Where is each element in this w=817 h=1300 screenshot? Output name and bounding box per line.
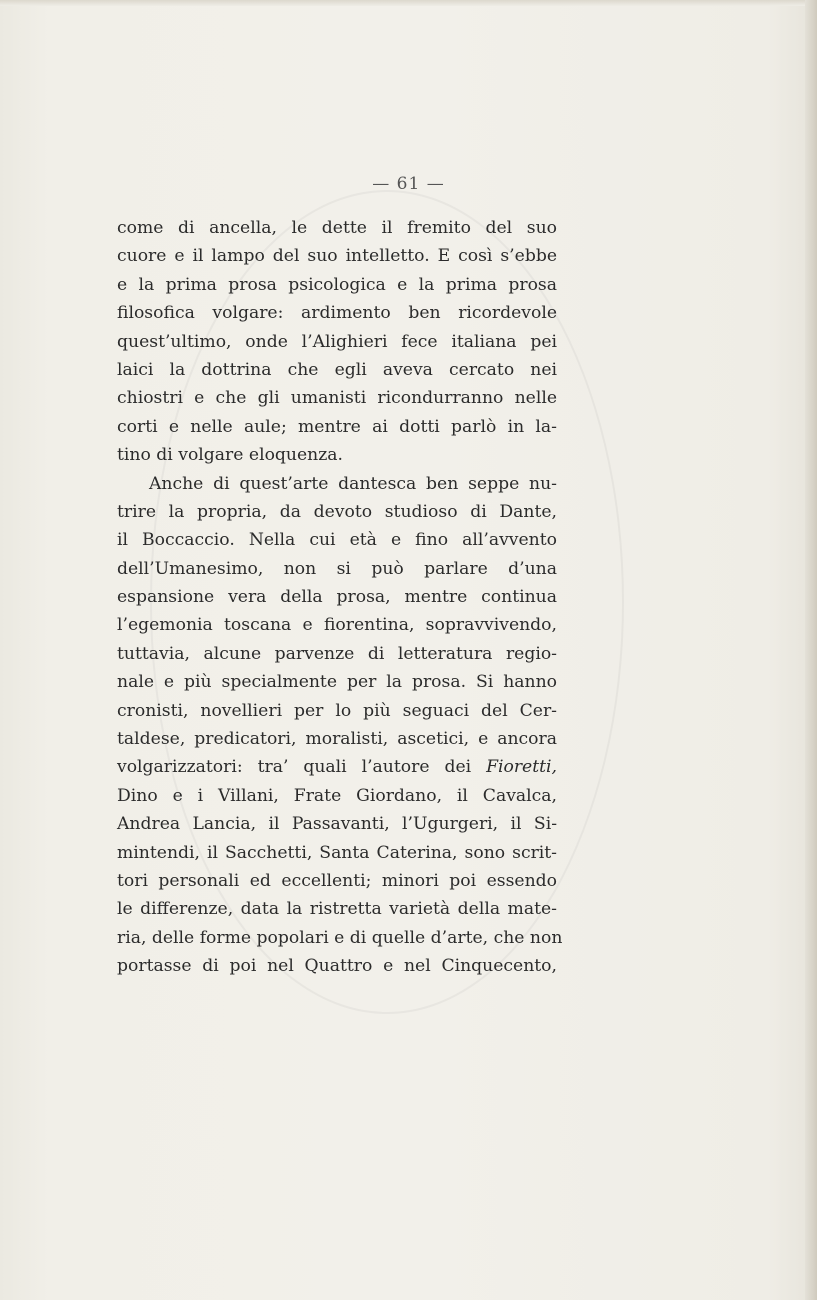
text-segment: volgarizzatori: tra’ quali l’autore dei <box>117 757 472 778</box>
page-top-edge <box>0 0 817 6</box>
italic-title-fioretti: Fioretti, <box>486 757 557 778</box>
text-line: l’egemonia toscana e fiorentina, sopravvivendo, <box>117 615 557 636</box>
text-line: Andrea Lancia, il Passavanti, l’Ugurgeri, il Si- <box>117 814 557 835</box>
text-line: cuore e il lampo del suo intelletto. E così s’ebbe <box>117 246 557 267</box>
text-line: cronisti, novellieri per lo più seguaci del Cer- <box>117 700 557 721</box>
text-line: nale e più specialmente per la prosa. Si hanno <box>117 672 557 693</box>
text-line: taldese, predicatori, moralisti, ascetici, e ancora <box>117 729 557 750</box>
text-line-with-italic <box>117 753 557 781</box>
text-line: mintendi, il Sacchetti, Santa Caterina, sono scrit- <box>117 842 557 863</box>
text-line: tori personali ed eccellenti; minori poi essendo <box>117 870 557 891</box>
text-line: laici la dottrina che egli aveva cercato nei <box>117 359 557 380</box>
text-line: espansione vera della prosa, mentre continua <box>117 587 557 608</box>
page-number: — 61 — <box>372 174 445 194</box>
text-line: ria, delle forme popolari e di quelle d’arte, che non <box>117 927 563 948</box>
text-line: filosofica volgare: ardimento ben ricordevole <box>117 303 557 324</box>
text-line: le differenze, data la ristretta varietà della mate- <box>117 899 557 920</box>
text-line: trire la propria, da devoto studioso di Dante, <box>117 501 557 522</box>
text-line: e la prima prosa psicologica e la prima prosa <box>117 274 557 295</box>
paragraph-start-line: Anche di quest’arte dantesca ben seppe nu- <box>149 473 557 494</box>
text-line: tuttavia, alcune parvenze di letteratura regio- <box>117 643 557 664</box>
text-line: corti e nelle aule; mentre ai dotti parlò in la- <box>117 416 557 437</box>
paragraph-end-line: tino di volgare eloquenza. <box>117 445 343 466</box>
text-line: come di ancella, le dette il fremito del suo <box>117 218 557 238</box>
text-line: chiostri e che gli umanisti ricondurranno nelle <box>117 388 557 409</box>
text-line: dell’Umanesimo, non si può parlare d’una <box>117 558 557 579</box>
text-line: Dino e i Villani, Frate Giordano, il Cavalca, <box>117 785 557 806</box>
page-right-edge <box>805 0 817 1300</box>
text-line: il Boccaccio. Nella cui età e fino all’avvento <box>117 530 557 551</box>
text-line: quest’ultimo, onde l’Alighieri fece italiana pei <box>117 331 557 352</box>
body-text <box>117 214 563 981</box>
text-line: portasse di poi nel Quattro e nel Cinquecento, <box>117 956 557 977</box>
